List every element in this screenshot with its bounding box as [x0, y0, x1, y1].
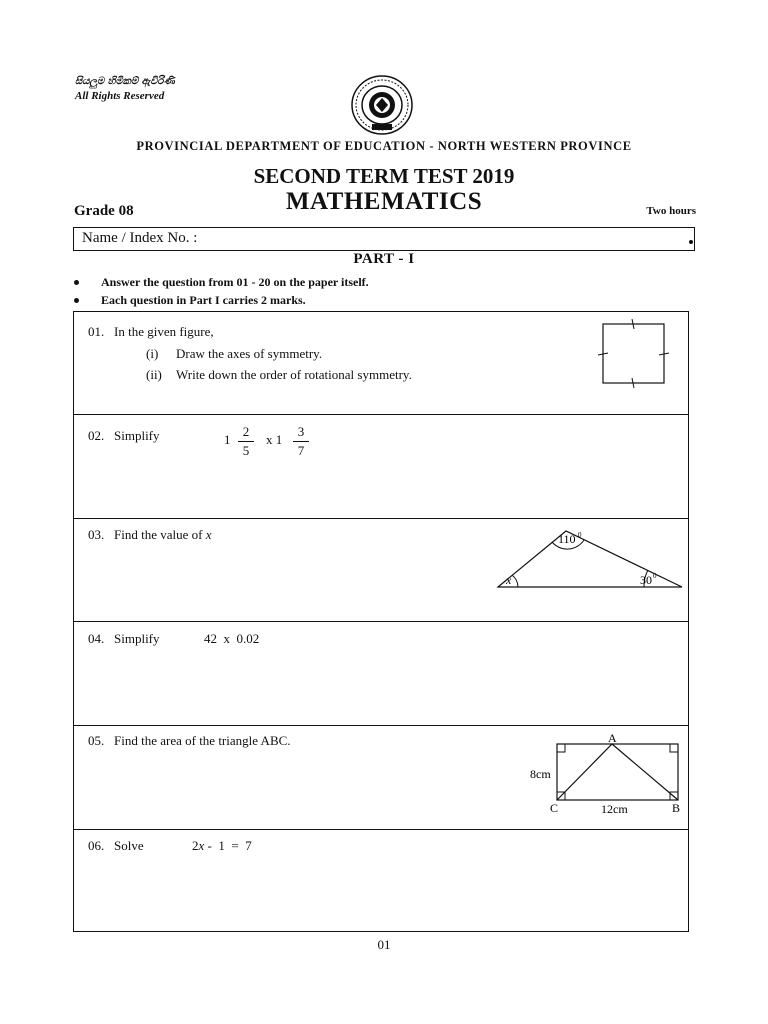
field-dot — [689, 240, 693, 244]
fraction-bar — [238, 441, 254, 442]
square-figure — [596, 318, 676, 394]
question-1-sub-ii-text: Write down the order of rotational symmetry. — [176, 367, 412, 382]
expression-numerator: 2 — [242, 424, 250, 439]
coefficient: 2 — [192, 838, 199, 853]
question-text: Simplify — [114, 631, 160, 646]
question-text: In the given figure, — [114, 324, 214, 339]
sinhala-rights-notice: සියලුම හිමිකම් ඇවිරිණි — [75, 76, 175, 87]
bullet-icon — [74, 280, 79, 285]
angle-label-left: x — [506, 573, 512, 587]
question-1-sub-i — [146, 346, 158, 362]
department-title: PROVINCIAL DEPARTMENT OF EDUCATION - NORTH WESTERN PROVINCE — [136, 139, 632, 153]
bullet-icon — [74, 298, 79, 303]
variable: x — [198, 838, 205, 853]
question-6 — [88, 838, 144, 854]
vertex-label-c: C — [550, 801, 559, 815]
degree-mark: 0 — [653, 572, 657, 580]
name-index-label: Name / Index No. : — [82, 230, 198, 246]
expression-denominator: 5 — [242, 443, 250, 458]
question-text: Solve — [114, 838, 144, 853]
instruction-text: Each question in Part I carries 2 marks. — [101, 293, 306, 307]
question-4 — [88, 631, 160, 647]
name-index-field[interactable] — [73, 227, 695, 251]
degree-mark: 0 — [578, 531, 582, 539]
question-1 — [88, 324, 214, 340]
height-label: 8cm — [530, 767, 551, 781]
fraction-bar — [293, 441, 309, 442]
instruction-text: Answer the question from 01 - 20 on the paper itself. — [101, 275, 369, 289]
angle-label-right: 30 — [640, 573, 652, 587]
subject-title: MATHEMATICS — [285, 188, 483, 215]
question-divider — [73, 621, 689, 622]
angle-label-top: 110 — [558, 532, 576, 546]
question-number: 05. — [88, 733, 105, 748]
question-5 — [88, 733, 291, 749]
question-divider — [73, 829, 689, 830]
question-divider — [73, 414, 689, 415]
triangle-figure — [494, 522, 686, 590]
question-variable: x — [205, 527, 212, 542]
question-1-sub-i-text: Draw the axes of symmetry. — [176, 346, 323, 361]
rectangle-triangle-figure — [528, 730, 688, 820]
expression-operator: x 1 — [266, 432, 283, 447]
sub-label: (ii) — [146, 367, 162, 382]
expression-whole: 1 — [224, 432, 231, 447]
question-6-expression — [192, 838, 252, 854]
duration-label: Two hours — [646, 205, 696, 217]
grade-label: Grade 08 — [74, 203, 134, 219]
base-label: 12cm — [601, 802, 628, 816]
instruction-item — [74, 293, 306, 308]
question-1-sub-ii — [146, 367, 162, 383]
instruction-item — [74, 275, 369, 290]
provincial-crest-logo — [350, 74, 414, 136]
question-text: Simplify — [114, 428, 160, 443]
vertex-label-b: B — [672, 801, 681, 815]
question-3 — [88, 527, 212, 543]
vertex-label-a: A — [608, 731, 617, 745]
question-2 — [88, 428, 160, 444]
sub-label: (i) — [146, 346, 159, 361]
question-text: Find the value of — [114, 527, 203, 542]
equation-rest: - 1 = 7 — [204, 838, 252, 853]
part-title: PART - I — [353, 251, 415, 267]
question-divider — [73, 725, 689, 726]
page-number: 01 — [377, 937, 391, 952]
question-number: 01. — [88, 324, 105, 339]
rights-notice: All Rights Reserved — [75, 90, 165, 102]
expression-numerator: 3 — [297, 424, 305, 439]
question-divider — [73, 518, 689, 519]
question-4-expression: 42 x 0.02 — [204, 631, 260, 646]
question-number: 04. — [88, 631, 105, 646]
expression-denominator: 7 — [297, 443, 305, 458]
question-number: 06. — [88, 838, 105, 853]
question-number: 03. — [88, 527, 105, 542]
question-number: 02. — [88, 428, 105, 443]
test-title: SECOND TERM TEST 2019 — [253, 164, 515, 188]
question-text: Find the area of the triangle ABC. — [114, 733, 291, 748]
